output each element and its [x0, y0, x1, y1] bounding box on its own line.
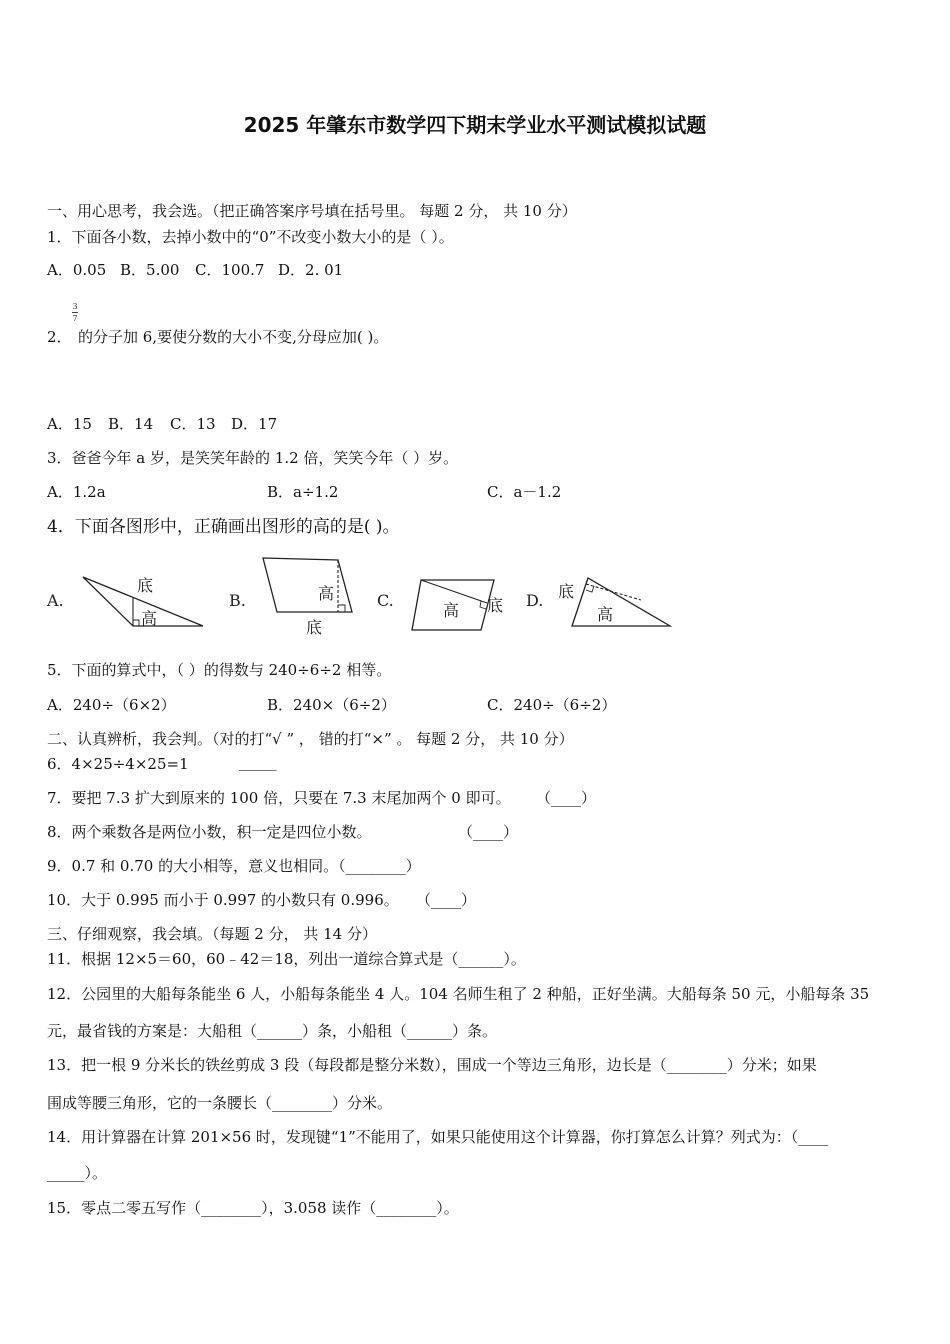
figure-c-letter: C. — [377, 591, 394, 610]
q6-answer-blank: _____ — [239, 753, 277, 771]
figure-b-height-label: 高 — [318, 584, 335, 603]
figure-c-height-label: 高 — [443, 601, 460, 620]
q5-option-c: C．240÷（6÷2） — [487, 696, 617, 714]
q5-stem: 5．下面的算式中，（ ）的得数与 240÷6÷2 相等。 — [47, 661, 392, 679]
q1-stem: 1．下面各小数，去掉小数中的“0”不改变小数大小的是（ ）。 — [47, 228, 454, 246]
q1-option-c: C．100.7 — [195, 261, 265, 279]
q11-stem: 11．根据 12×5＝60，60﹣42＝18，列出一道综合算式是（______）。 — [47, 950, 526, 968]
figure-d-base-label: 底 — [558, 582, 575, 601]
q1-option-a: A．0.05 — [47, 261, 107, 279]
figure-a-right-angle — [133, 620, 139, 626]
figure-d-right-angle — [586, 586, 594, 592]
q5-option-b: B．240×（6÷2） — [267, 696, 396, 714]
q2-number: 2． — [47, 328, 72, 346]
q10-answer-blank: （____） — [416, 891, 477, 909]
q14-line-2: _____）。 — [47, 1164, 108, 1182]
q2-option-a: A．15 — [47, 415, 92, 433]
q6-stem: 6．4×25÷4×25=1 — [47, 755, 189, 773]
figure-b-base-label: 底 — [306, 618, 323, 637]
q13-line-2: 围成等腰三角形，它的一条腰长（________）分米。 — [47, 1094, 393, 1112]
q9-stem: 9．0.7 和 0.70 的大小相等，意义也相同。（________） — [47, 857, 421, 875]
q2-option-c: C．13 — [170, 415, 216, 433]
figure-a-height-label: 高 — [141, 609, 158, 628]
q10-stem: 10．大于 0.995 而小于 0.997 的小数只有 0.996。 — [47, 891, 399, 909]
figure-a-base-label: 底 — [137, 576, 154, 595]
figure-b-quadrilateral — [263, 558, 352, 612]
q2-option-d: D．17 — [231, 415, 278, 433]
section1-heading: 一、用心思考，我会选。（把正确答案序号填在括号里。 每题 2 分， 共 10 分） — [47, 202, 577, 220]
q4-stem: 4．下面各图形中，正确画出图形的高的是( )。 — [47, 517, 400, 537]
section3-heading: 三、仔细观察，我会填。（每题 2 分， 共 14 分） — [47, 925, 377, 943]
q7-stem: 7．要把 7.3 扩大到原来的 100 倍，只要在 7.3 末尾加两个 0 即可。 — [47, 789, 511, 807]
q12-line-2: 元，最省钱的方案是：大船租（______）条，小船租（______）条。 — [47, 1022, 498, 1040]
q7-answer-blank: （____） — [536, 789, 597, 807]
q3-option-c: C．a－1.2 — [487, 483, 562, 501]
q2-stem: 的分子加 6,要使分数的大小不变,分母应加( )。 — [78, 328, 389, 346]
figure-b-right-angle — [338, 605, 345, 612]
q1-option-b: B．5.00 — [120, 261, 180, 279]
q8-answer-blank: （____） — [458, 823, 519, 841]
q13-line-1: 13．把一根 9 分米长的铁丝剪成 3 段（每段都是整分米数），围成一个等边三角形，边长是（________）分米；如果 — [47, 1056, 817, 1074]
page-title: 2025 年肇东市数学四下期末学业水平测试模拟试题 — [243, 113, 707, 137]
q2-fraction — [70, 302, 80, 323]
figure-d-letter: D. — [526, 591, 544, 610]
figure-d-height-label: 高 — [597, 605, 614, 624]
q3-stem: 3．爸爸今年 a 岁，是笑笑年龄的 1.2 倍，笑笑今年（ ）岁。 — [47, 449, 459, 467]
q14-line-1: 14．用计算器在计算 201×56 时，发现键“1”不能用了，如果只能使用这个计算器，你打算怎么计算？列式为：（____ — [47, 1128, 829, 1146]
q2-option-b: B．14 — [108, 415, 154, 433]
q4-figures — [0, 545, 700, 645]
q12-line-1: 12．公园里的大船每条能坐 6 人，小船每条能坐 4 人。104 名师生租了 2 种船，正好坐满。大船每条 50 元，小船每条 35 — [47, 985, 870, 1003]
figure-d-triangle — [572, 578, 670, 626]
section2-heading: 二、认真辨析，我会判。（对的打“√ ” ， 错的打“×” 。 每题 2 分， 共 10 分） — [47, 730, 574, 748]
q2-fraction-numerator: 3 — [72, 302, 78, 311]
q5-option-a: A．240÷（6×2） — [47, 696, 176, 714]
q8-stem: 8．两个乘数各是两位小数，积一定是四位小数。 — [47, 823, 372, 841]
figure-c-height-line — [421, 580, 487, 603]
q3-option-a: A．1.2a — [47, 483, 106, 501]
q2-fraction-denominator: 7 — [72, 314, 78, 323]
q1-option-d: D．2. 01 — [278, 261, 344, 279]
figure-c-base-label: 底 — [487, 596, 504, 615]
figure-b-letter: B. — [229, 591, 246, 610]
figure-a-letter: A. — [47, 591, 64, 610]
q15-stem: 15．零点二零五写作（________），3.058 读作（________）。 — [47, 1199, 459, 1217]
q3-option-b: B．a÷1.2 — [267, 483, 339, 501]
fraction-bar — [72, 312, 78, 313]
